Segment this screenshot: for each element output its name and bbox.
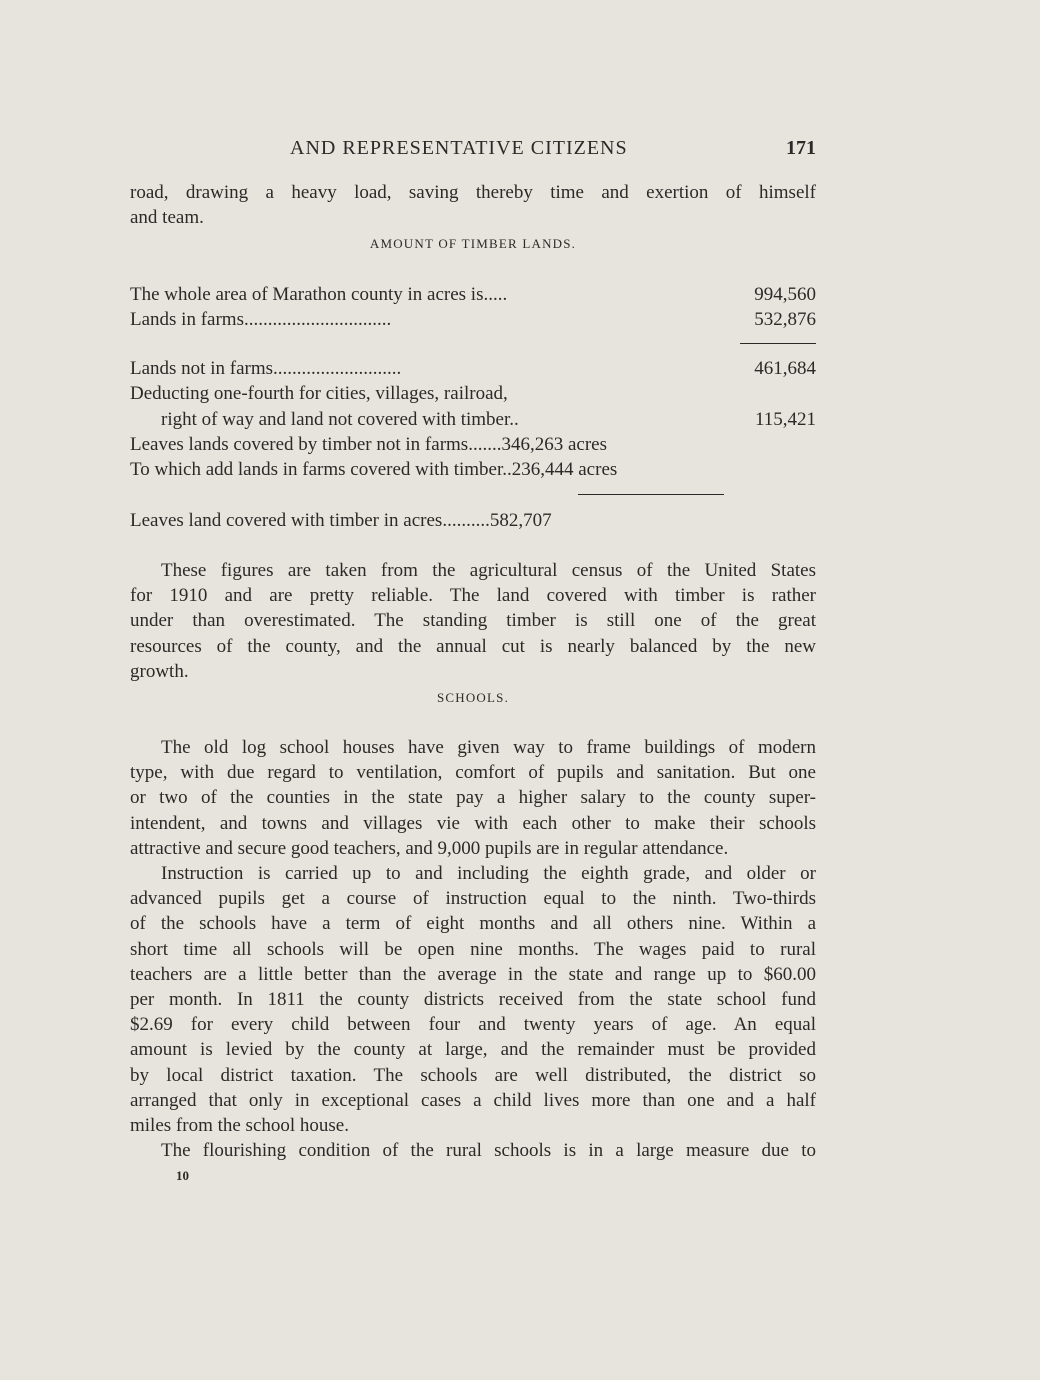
sum-rule (740, 343, 816, 344)
table-row-value: 115,421 (754, 409, 816, 430)
text-line: or two of the counties in the state pay a higher salary to the county super- (130, 787, 816, 809)
text-line: growth. (130, 660, 189, 682)
table-row-value: 994,560 (754, 284, 816, 305)
table-row-label: Deducting one-fourth for cities, villages, railroad, (130, 383, 508, 404)
text-line: short time all schools will be open nine months. The wages paid to rural (130, 938, 816, 960)
running-head: AND REPRESENTATIVE CITIZENS (290, 137, 628, 159)
text-line: arranged that only in exceptional cases a child lives more than one and a half (130, 1089, 816, 1111)
text-line: road, drawing a heavy load, saving thereby time and exertion of himself (130, 182, 816, 203)
signature-mark: 10 (176, 1168, 189, 1183)
intro-paragraph (130, 180, 816, 230)
table-row-label: Leaves lands covered by timber not in farms.......346,263 acres (130, 434, 607, 455)
text-line: by local district taxation. The schools are well distributed, the district so (130, 1064, 816, 1086)
text-line: advanced pupils get a course of instruction equal to the ninth. Two-thirds (130, 888, 816, 910)
page-number: 171 (786, 137, 816, 159)
table-row-value: 532,876 (754, 309, 816, 330)
schools-paragraph-1 (130, 735, 816, 861)
table-row-label: To which add lands in farms covered with timber..236,444 acres (130, 459, 618, 480)
schools-paragraph-3 (130, 1138, 816, 1163)
census-paragraph (130, 558, 816, 684)
table-row-value: 461,684 (754, 358, 816, 379)
text-line: per month. In 1811 the county districts received from the state school fund (130, 989, 816, 1011)
text-line: The flourishing condition of the rural schools is in a large measure due to (161, 1140, 816, 1161)
text-line: These figures are taken from the agricultural census of the United States (161, 560, 816, 581)
text-line: and team. (130, 207, 204, 229)
text-line: The old log school houses have given way to frame buildings of modern (161, 737, 816, 758)
text-line: type, with due regard to ventilation, comfort of pupils and sanitation. But one (130, 762, 816, 784)
table-row-label: The whole area of Marathon county in acres is..... (130, 284, 508, 305)
timber-heading: AMOUNT OF TIMBER LANDS. (369, 236, 577, 251)
text-line: teachers are a little better than the average in the state and range up to $60.00 (130, 963, 816, 985)
sum-rule (578, 494, 724, 495)
text-line: amount is levied by the county at large, and the remainder must be provided (130, 1039, 816, 1061)
text-line: attractive and secure good teachers, and 9,000 pupils are in regular attendance. (130, 837, 729, 859)
table-row-label: right of way and land not covered with timber.. (161, 409, 519, 430)
text-line: under than overestimated. The standing timber is still one of the great (130, 610, 816, 632)
text-line: Instruction is carried up to and including the eighth grade, and older or (161, 863, 816, 884)
text-line: miles from the school house. (130, 1115, 349, 1137)
table-row-label: Lands in farms............................... (130, 309, 392, 330)
text-line: of the schools have a term of eight months and all others nine. Within a (130, 913, 816, 935)
text-line: for 1910 and are pretty reliable. The land covered with timber is rather (130, 585, 816, 607)
text-line: $2.69 for every child between four and twenty years of age. An equal (130, 1014, 816, 1036)
text-line: intendent, and towns and villages vie with each other to make their schools (130, 812, 816, 834)
schools-heading: SCHOOLS. (436, 690, 510, 705)
schools-paragraph-2 (130, 861, 816, 1138)
text-line: resources of the county, and the annual cut is nearly balanced by the new (130, 635, 816, 657)
table-row-label: Leaves land covered with timber in acres..........582,707 (130, 510, 552, 531)
page-header (130, 137, 816, 163)
table-row-label: Lands not in farms........................... (130, 358, 402, 379)
